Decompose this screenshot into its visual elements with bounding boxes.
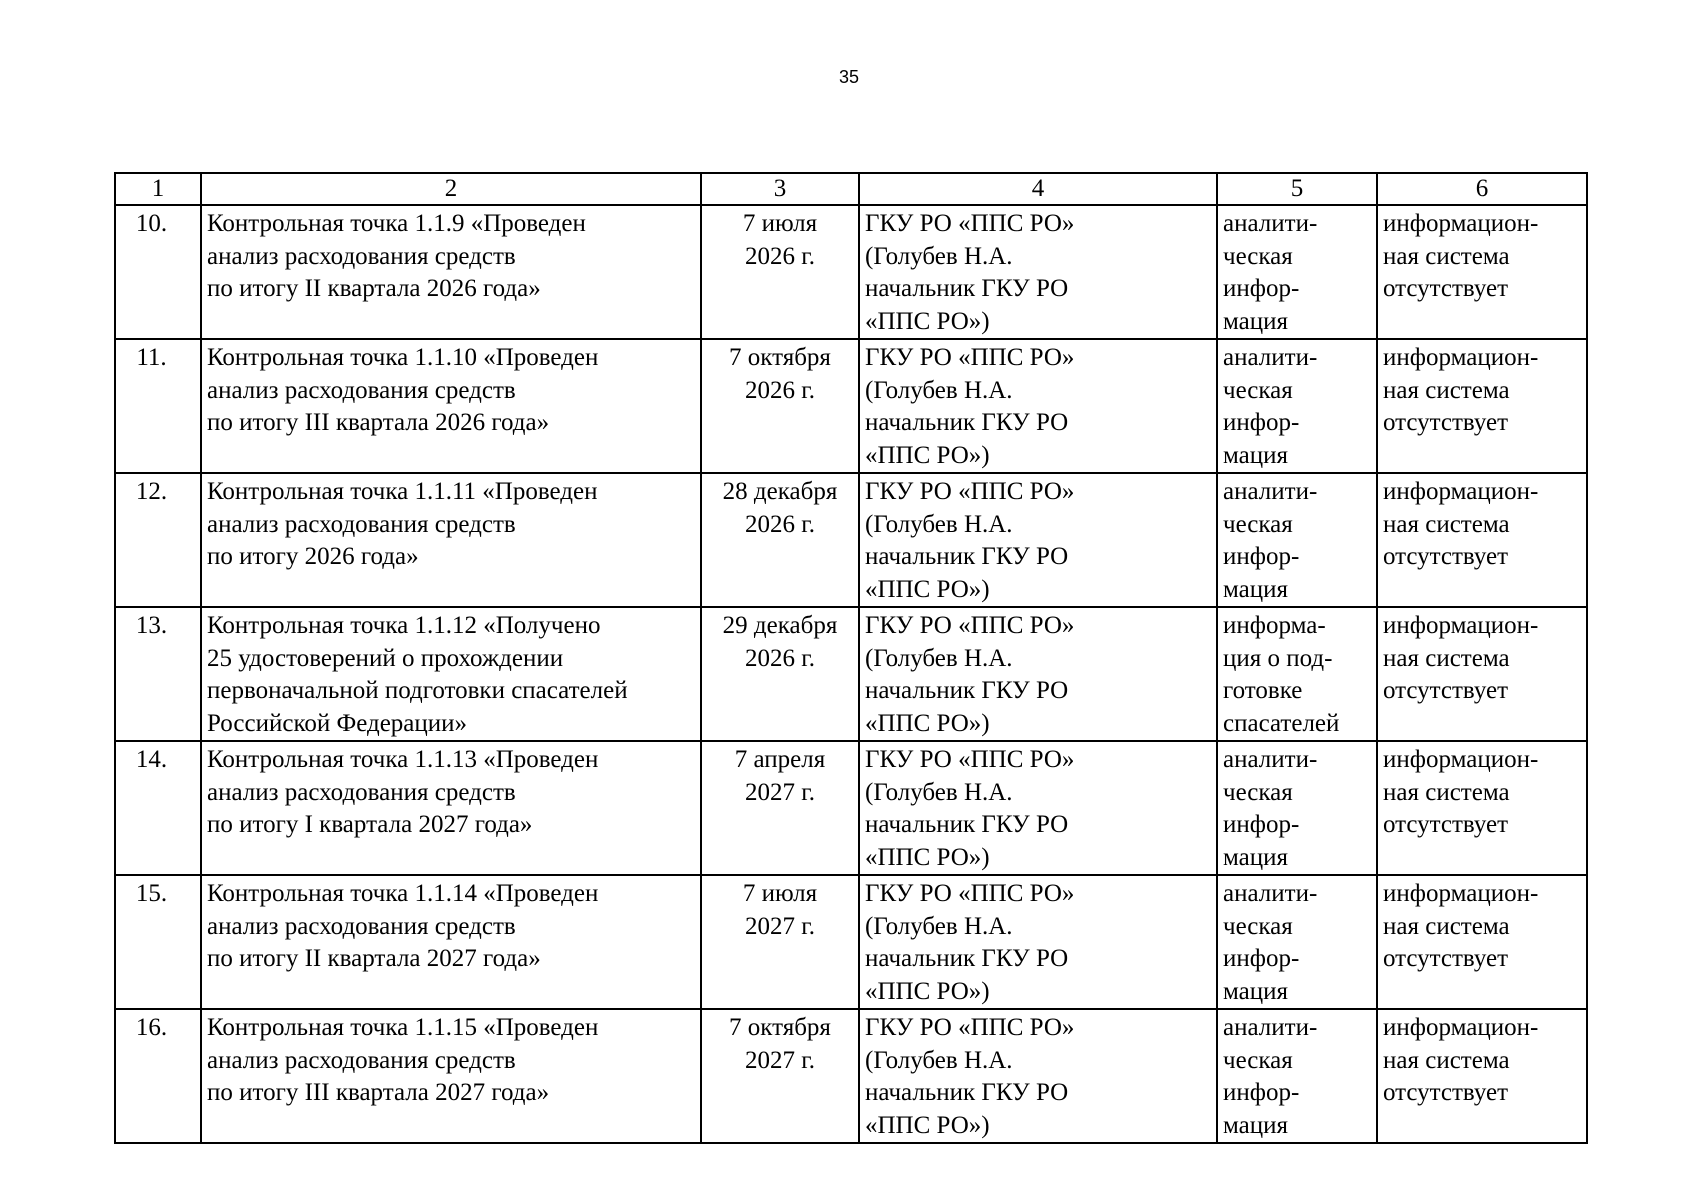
deadline-date-cell [701,473,859,607]
description-cell [201,205,701,339]
column-header: 3 [701,173,859,205]
cell-line: начальник ГКУ РО [865,1079,1069,1106]
cell-line: инфор- [1223,811,1300,838]
row-number-cell: 11. [115,339,201,473]
cell-line: ная система [1383,510,1510,538]
cell-line: инфор- [1223,1079,1300,1106]
cell-line: начальник ГКУ РО [865,543,1069,570]
cell-line: ная система [1383,1046,1510,1074]
description-cell [201,473,701,607]
cell-line: по итогу III квартала 2027 года» [207,1079,550,1106]
responsible-cell [859,473,1217,607]
responsible-cell [859,1009,1217,1143]
cell-line: Контрольная точка 1.1.15 «Проведен [207,1014,599,1041]
cell-line: (Голубев Н.А. [865,912,1013,940]
deadline-date-cell [701,339,859,473]
cell-line: отсутствует [1383,543,1509,570]
cell-line: «ППС РО») [865,575,990,603]
cell-line: Контрольная точка 1.1.10 «Проведен [207,344,599,371]
cell-line: отсутствует [1383,945,1509,972]
cell-line: информацион- [1383,1014,1539,1041]
deadline-date-cell [701,205,859,339]
cell-line: отсутствует [1383,275,1509,302]
cell-line: мация [1223,977,1289,1005]
cell-line: отсутствует [1383,1079,1509,1106]
info-system-cell [1377,339,1587,473]
cell-line: ческая [1223,510,1293,538]
cell-line: аналити- [1223,746,1318,773]
cell-line: 7 октября [729,344,831,371]
cell-line: анализ расходования средств [207,376,516,404]
cell-line: ГКУ РО «ППС РО» [865,746,1075,773]
responsible-cell [859,741,1217,875]
cell-line: 25 удостоверений о прохождении [207,644,564,672]
cell-line: по итогу III квартала 2026 года» [207,409,550,436]
row-number-cell: 16. [115,1009,201,1143]
cell-line: 2026 г. [745,376,815,404]
description-cell [201,741,701,875]
table-row [115,339,1587,473]
cell-line: ная система [1383,778,1510,806]
cell-line: по итогу II квартала 2026 года» [207,275,541,302]
row-number-cell: 12. [115,473,201,607]
table-row [115,1009,1587,1143]
cell-line: 28 декабря [722,478,838,505]
info-system-cell [1377,1009,1587,1143]
cell-line: ческая [1223,912,1293,940]
cell-line: анализ расходования средств [207,778,516,806]
cell-line: Контрольная точка 1.1.14 «Проведен [207,880,599,907]
cell-line: «ППС РО») [865,709,990,737]
cell-line: инфор- [1223,543,1300,570]
description-cell [201,339,701,473]
document-type-cell [1217,741,1377,875]
cell-line: анализ расходования средств [207,912,516,940]
cell-line: (Голубев Н.А. [865,1046,1013,1074]
column-header: 2 [201,173,701,205]
info-system-cell [1377,741,1587,875]
cell-line: аналити- [1223,478,1318,505]
cell-line: ческая [1223,242,1293,270]
cell-line: анализ расходования средств [207,510,516,538]
cell-line: Контрольная точка 1.1.11 «Проведен [207,478,598,505]
cell-line: мация [1223,575,1289,603]
description-cell [201,1009,701,1143]
cell-line: по итогу I квартала 2027 года» [207,811,533,838]
cell-line: «ППС РО») [865,307,990,335]
cell-line: аналити- [1223,1014,1318,1041]
info-system-cell [1377,205,1587,339]
cell-line: (Голубев Н.А. [865,778,1013,806]
cell-line: мация [1223,307,1289,335]
cell-line: 7 апреля [734,746,826,773]
cell-line: информацион- [1383,478,1539,505]
info-system-cell [1377,607,1587,741]
column-header: 6 [1377,173,1587,205]
document-type-cell [1217,875,1377,1009]
cell-line: отсутствует [1383,409,1509,436]
cell-line: анализ расходования средств [207,242,516,270]
deadline-date-cell [701,875,859,1009]
cell-line: Контрольная точка 1.1.9 «Проведен [207,210,586,237]
description-cell [201,875,701,1009]
table-header-row [115,173,1587,205]
document-type-cell [1217,205,1377,339]
table-row [115,473,1587,607]
cell-line: 29 декабря [722,612,838,639]
cell-line: анализ расходования средств [207,1046,516,1074]
page-number: 35 [838,67,860,87]
info-system-cell [1377,875,1587,1009]
cell-line: 7 октября [729,1014,831,1041]
cell-line: «ППС РО») [865,843,990,871]
cell-line: начальник ГКУ РО [865,409,1069,436]
cell-line: Российской Федерации» [207,709,468,737]
cell-line: (Голубев Н.А. [865,242,1013,270]
document-type-cell [1217,339,1377,473]
document-type-cell [1217,473,1377,607]
column-header: 4 [859,173,1217,205]
cell-line: Контрольная точка 1.1.13 «Проведен [207,746,599,773]
cell-line: информацион- [1383,210,1539,237]
cell-line: информа- [1223,612,1326,639]
responsible-cell [859,339,1217,473]
cell-line: ГКУ РО «ППС РО» [865,478,1075,505]
cell-line: начальник ГКУ РО [865,945,1069,972]
cell-line: ГКУ РО «ППС РО» [865,1014,1075,1041]
cell-line: ГКУ РО «ППС РО» [865,880,1075,907]
cell-line: начальник ГКУ РО [865,811,1069,838]
cell-line: ная система [1383,376,1510,404]
cell-line: инфор- [1223,409,1300,436]
cell-line: ная система [1383,644,1510,672]
cell-line: информацион- [1383,612,1539,639]
cell-line: (Голубев Н.А. [865,376,1013,404]
row-number-cell: 10. [115,205,201,339]
cell-line: готовке [1223,677,1303,704]
cell-line: ная система [1383,242,1510,270]
cell-line: начальник ГКУ РО [865,275,1069,302]
table-row [115,741,1587,875]
cell-line: аналити- [1223,880,1318,907]
cell-line: 2027 г. [745,778,815,806]
cell-line: первоначальной подготовки спасателей [207,677,628,704]
column-header: 1 [115,173,201,205]
cell-line: аналити- [1223,210,1318,237]
deadline-date-cell [701,741,859,875]
document-type-cell [1217,607,1377,741]
cell-line: инфор- [1223,275,1300,302]
cell-line: 7 июля [742,880,818,907]
responsible-cell [859,205,1217,339]
table-row [115,607,1587,741]
cell-line: информацион- [1383,880,1539,907]
cell-line: 2026 г. [745,242,815,270]
table-row [115,205,1587,339]
cell-line: ческая [1223,376,1293,404]
cell-line: ческая [1223,1046,1293,1074]
responsible-cell [859,607,1217,741]
row-number-cell: 13. [115,607,201,741]
table-row [115,875,1587,1009]
cell-line: Контрольная точка 1.1.12 «Получено [207,612,601,639]
cell-line: (Голубев Н.А. [865,510,1013,538]
cell-line: начальник ГКУ РО [865,677,1069,704]
row-number-cell: 15. [115,875,201,1009]
cell-line: ция о под- [1223,644,1333,672]
cell-line: ГКУ РО «ППС РО» [865,344,1075,371]
cell-line: мация [1223,843,1289,871]
cell-line: аналити- [1223,344,1318,371]
cell-line: информацион- [1383,746,1539,773]
column-header: 5 [1217,173,1377,205]
cell-line: «ППС РО») [865,977,990,1005]
cell-line: мация [1223,1111,1289,1139]
info-system-cell [1377,473,1587,607]
cell-line: 7 июля [742,210,818,237]
cell-line: ГКУ РО «ППС РО» [865,210,1075,237]
description-cell [201,607,701,741]
deadline-date-cell [701,607,859,741]
cell-line: 2027 г. [745,912,815,940]
row-number-cell: 14. [115,741,201,875]
control-points-table [114,172,1588,1144]
deadline-date-cell [701,1009,859,1143]
cell-line: отсутствует [1383,677,1509,704]
cell-line: спасателей [1223,709,1340,737]
cell-line: мация [1223,441,1289,469]
cell-line: инфор- [1223,945,1300,972]
cell-line: по итогу 2026 года» [207,543,419,570]
cell-line: отсутствует [1383,811,1509,838]
cell-line: «ППС РО») [865,441,990,469]
cell-line: 2027 г. [745,1046,815,1074]
cell-line: ГКУ РО «ППС РО» [865,612,1075,639]
document-type-cell [1217,1009,1377,1143]
cell-line: ческая [1223,778,1293,806]
responsible-cell [859,875,1217,1009]
cell-line: по итогу II квартала 2027 года» [207,945,541,972]
cell-line: (Голубев Н.А. [865,644,1013,672]
cell-line: 2026 г. [745,510,815,538]
cell-line: ная система [1383,912,1510,940]
cell-line: 2026 г. [745,644,815,672]
cell-line: информацион- [1383,344,1539,371]
cell-line: «ППС РО») [865,1111,990,1139]
